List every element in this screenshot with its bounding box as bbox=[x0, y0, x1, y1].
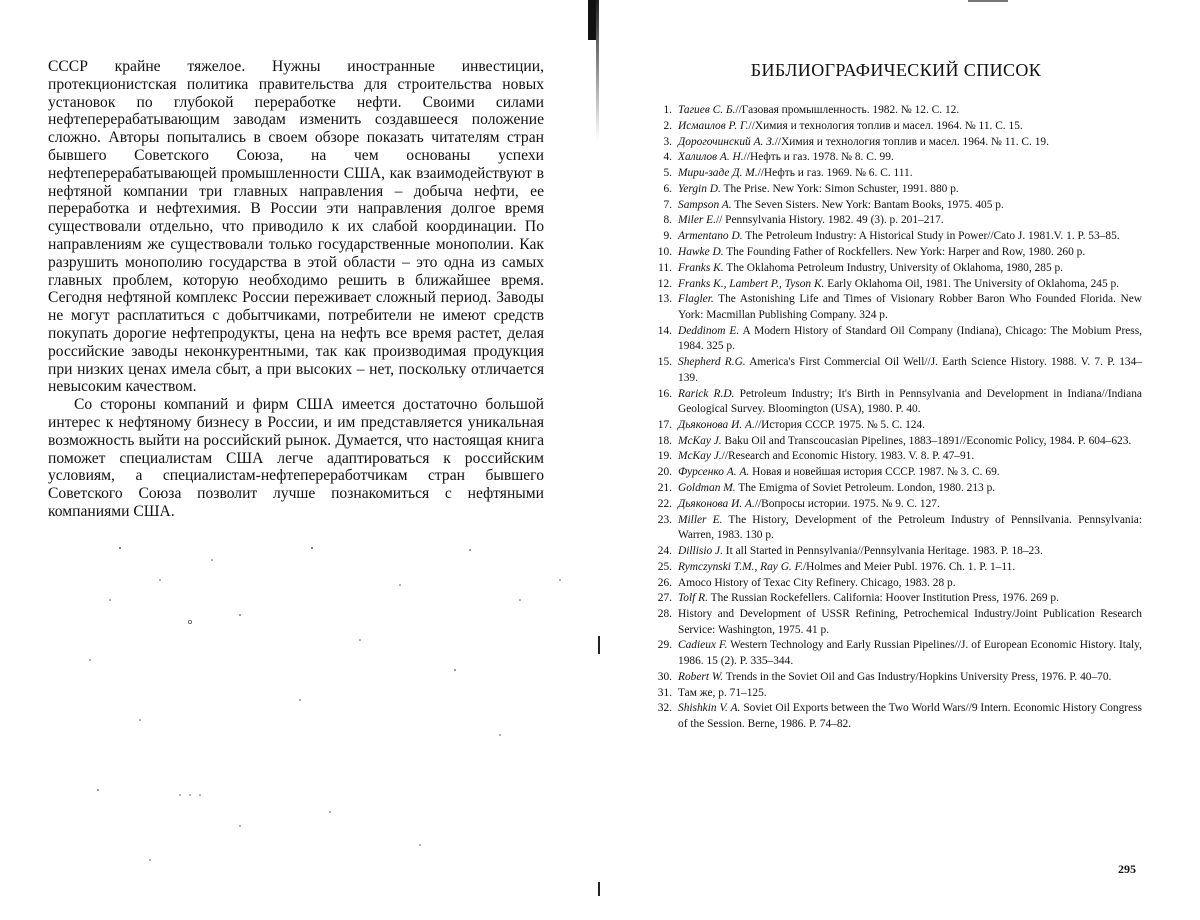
entry-author: Flagler. bbox=[678, 293, 714, 306]
bibliography-entry bbox=[650, 229, 1142, 245]
entry-number: 8. bbox=[663, 214, 672, 227]
entry-text: Baku Oil and Transcoucasian Pipelines, 1883–1891//Economic Policy, 1984. P. 604–623. bbox=[724, 434, 1132, 447]
top-edge-mark bbox=[968, 0, 1008, 2]
entry-author: Miller E. bbox=[678, 513, 723, 526]
right-page bbox=[650, 60, 1142, 733]
entry-author: Deddinom E. bbox=[678, 324, 740, 337]
entry-author: Мири-заде Д. М. bbox=[678, 167, 758, 180]
bibliography-entry bbox=[650, 213, 1142, 229]
entry-author: Исмаилов Р. Г. bbox=[678, 119, 749, 132]
entry-number: 18. bbox=[657, 434, 672, 447]
entry-text: History and Development of USSR Refining, Petrochemical Industry/Joint Publication Research Service: Washington, 1975. 41 p. bbox=[678, 608, 1142, 636]
entry-text: Trends in the Soviet Oil and Gas Industry/Hopkins University Press, 1976. P. 40–70. bbox=[725, 670, 1112, 683]
bibliography-entry bbox=[650, 560, 1142, 576]
entry-text: The Seven Sisters. New York: Bantam Books, 1975. 405 p. bbox=[734, 198, 1004, 211]
entry-text: Новая и новейшая история СССР. 1987. № 3. С. 69. bbox=[752, 466, 1000, 479]
entry-author: Cadieux F. bbox=[678, 639, 728, 652]
entry-number: 2. bbox=[663, 119, 672, 132]
entry-author: Dillisio J. bbox=[678, 544, 723, 557]
entry-text: //История СССР. 1975. № 5. С. 124. bbox=[754, 418, 926, 431]
bibliography-entry bbox=[650, 292, 1142, 323]
entry-author: Tolf R. bbox=[678, 592, 708, 605]
entry-number: 28. bbox=[657, 608, 672, 621]
entry-author: Miler E. bbox=[678, 214, 716, 227]
entry-text: The Founding Father of Rockfellers. New York: Harper and Row, 1980. 260 p. bbox=[726, 246, 1086, 259]
entry-author: Hawke D. bbox=[678, 246, 724, 259]
entry-text: Там же, р. 71–125. bbox=[678, 686, 767, 699]
binding-edge bbox=[596, 0, 599, 140]
entry-author: Goldman M. bbox=[678, 482, 736, 494]
entry-author: Franks K., Lambert P., Tyson K. bbox=[678, 277, 825, 290]
entry-number: 19. bbox=[657, 450, 672, 463]
entry-number: 20. bbox=[657, 466, 672, 479]
entry-author: Дьяконова И. А. bbox=[678, 418, 755, 431]
entry-text: //Нефть и газ. 1969. № 6. С. 111. bbox=[757, 167, 913, 180]
entry-number: 13. bbox=[657, 293, 672, 306]
left-paragraph-2: Со стороны компаний и фирм США имеется достаточно большой интерес к нефтяному бизнесу в России, и им представляется уникальная возможность выйти на российский рынок. Думается, что настоящая книга поможет специалистам США легче адаптироваться к российским условиям, а специалистам-нефтепереработчикам стран бывшего Советского Союза позволит лучше познакомиться с нефтяными компаниями США. bbox=[48, 396, 544, 520]
entry-number: 24. bbox=[657, 544, 672, 557]
entry-author: Shishkin V. A. bbox=[678, 702, 741, 715]
entry-text: //Research and Economic History. 1983. V. 8. P. 47–91. bbox=[721, 450, 975, 463]
entry-text: A Modern History of Standard Oil Company (Indiana), Chicago: The Mobium Press, 1984. 325 p. bbox=[678, 324, 1143, 353]
entry-text: Petroleum Industry; It's Birth in Pennsylvania and Development in Indiana//Indiana Geological Survey. Bloomington (USA), 1980. P. 40. bbox=[678, 387, 1142, 416]
entry-number: 12. bbox=[657, 277, 672, 290]
entry-text: //Газовая промышленность. 1982. № 12. С. 12. bbox=[735, 104, 960, 116]
bibliography-entry bbox=[650, 591, 1142, 607]
bibliography-entry bbox=[650, 277, 1142, 293]
entry-number: 14. bbox=[657, 324, 672, 337]
entry-number: 29. bbox=[657, 639, 672, 652]
entry-author: Тагиев С. Б. bbox=[678, 104, 736, 116]
entry-text: The History, Development of the Petroleum Industry of Pennsilvania. Pennsylvania: Warren, 1983. 130 p. bbox=[678, 513, 1142, 542]
entry-number: 26. bbox=[657, 576, 672, 589]
gutter-mark bbox=[598, 882, 600, 896]
entry-number: 30. bbox=[657, 670, 672, 683]
left-paragraph-1: СССР крайне тяжелое. Нужны иностранные инвестиции, протекционистская политика правительства для строительства новых установок по глубокой переработке нефти. Своими силами нефтеперерабатывающим заводам изменить создавшееся положение сложно. Авторы попытались в своем обзоре показать читателям стран бывшего Советского Союза, на чем основаны успехи нефтеперерабатывающей промышленности США, как взаимодействуют в нефтяной компании три главных направления – добыча нефти, ее переработка и нефтехимия. В России эти направления долгое время существовали отдельно, что приводило к их слабой координации. По направлениям же существовали только государственные монополии. Как разрушить монополию государства в этой области – это одна из самых главных проблем, которую необходимо решить в ближайшее время. Сегодня нефтяной комплекс России переживает сложный период. Заводы не могут расплатиться с добытчиками, потребители не имеют средств покупать дорогие нефтепродукты, цена на нефть все время растет, делая российские заводы неконкурентными, так как производимая продукция при низких ценах имела сбыт, а при высоких – нет, поскольку отличается невысоким качеством. bbox=[48, 58, 544, 396]
entry-author: Фурсенко А. А. bbox=[678, 466, 750, 479]
bibliography-entry bbox=[650, 261, 1142, 277]
bibliography-entry bbox=[650, 150, 1142, 166]
entry-author: Дьяконова И. А. bbox=[678, 497, 755, 510]
entry-author: McKay J. bbox=[678, 434, 722, 447]
entry-text: America's First Commercial Oil Well//J. Earth Science History. 1988. V. 7. P. 134–139. bbox=[678, 356, 1142, 384]
page-number: 295 bbox=[1118, 862, 1136, 876]
entry-text: // Pennsylvania History. 1982. 49 (3). p. 201–217. bbox=[715, 214, 944, 227]
entry-number: 5. bbox=[663, 167, 672, 180]
entry-text: //Вопросы истории. 1975. № 9. С. 127. bbox=[754, 497, 940, 510]
entry-number: 9. bbox=[663, 230, 672, 243]
entry-number: 16. bbox=[657, 387, 672, 400]
bibliography-entry bbox=[650, 103, 1142, 119]
bibliography-entry bbox=[650, 670, 1142, 686]
entry-text: Amoco History of Texac City Refinery. Chicago, 1983. 28 p. bbox=[678, 576, 956, 589]
bibliography-entry bbox=[650, 449, 1142, 465]
entry-number: 21. bbox=[657, 482, 672, 494]
bibliography-entry bbox=[650, 119, 1142, 135]
entry-number: 31. bbox=[657, 686, 672, 699]
entry-number: 32. bbox=[657, 702, 672, 715]
entry-text: The Oklahoma Petroleum Industry, University of Oklahoma, 1980, 285 p. bbox=[726, 261, 1064, 274]
entry-number: 22. bbox=[657, 497, 672, 510]
entry-text: The Russian Rockefellers. California: Hoover Institution Press, 1976. 269 p. bbox=[710, 592, 1059, 605]
entry-text: It all Started in Pennsylvania//Pennsylvania Heritage. 1983. P. 18–23. bbox=[725, 544, 1043, 557]
bibliography-entry bbox=[650, 513, 1142, 544]
bibliography-entry bbox=[650, 638, 1142, 669]
entry-author: Armentano D. bbox=[678, 230, 743, 243]
entry-number: 6. bbox=[663, 182, 672, 195]
entry-author: Yergin D. bbox=[678, 182, 721, 195]
bibliography-entry bbox=[650, 686, 1142, 702]
entry-text: //Химия и технология топлив и масел. 1964. № 11. С. 15. bbox=[748, 119, 1023, 132]
entry-number: 23. bbox=[657, 513, 672, 526]
bibliography-entry bbox=[650, 182, 1142, 198]
entry-number: 15. bbox=[657, 356, 672, 369]
bibliography-entry bbox=[650, 324, 1142, 355]
bibliography-list bbox=[650, 103, 1142, 733]
entry-number: 7. bbox=[663, 198, 672, 211]
bibliography-entry bbox=[650, 245, 1142, 261]
entry-text: The Petroleum Industry: A Historical Study in Power//Cato J. 1981.V. 1. P. 53–85. bbox=[745, 230, 1120, 243]
entry-number: 25. bbox=[657, 560, 672, 573]
bibliography-entry bbox=[650, 198, 1142, 214]
binding-shadow bbox=[588, 0, 596, 40]
entry-author: Халилов А. Н. bbox=[678, 151, 744, 164]
bibliography-entry bbox=[650, 434, 1142, 450]
entry-text: //Химия и технология топлив и масел. 1964. № 11. С. 19. bbox=[774, 135, 1049, 148]
entry-text: //Нефть и газ. 1978. № 8. С. 99. bbox=[743, 151, 894, 164]
bibliography-entry bbox=[650, 576, 1142, 592]
entry-text: The Astonishing Life and Times of Visionary Robber Baron Who Founded Florida. New York: Macmillan Publishing Company. 324 p. bbox=[678, 293, 1142, 321]
bibliography-title: БИБЛИОГРАФИЧЕСКИЙ СПИСОК bbox=[750, 60, 1042, 80]
bibliography-entry bbox=[650, 701, 1142, 732]
entry-text: /Holmes and Meier Publ. 1976. Ch. 1. P. 1–11. bbox=[802, 560, 1016, 573]
bibliography-entry bbox=[650, 544, 1142, 560]
bibliography-entry bbox=[650, 418, 1142, 434]
entry-text: Soviet Oil Exports between the Two World Wars//9 Intern. Economic History Congress of the Session. Berne, 1986. P. 74–82. bbox=[678, 702, 1142, 730]
left-page-text bbox=[48, 58, 544, 521]
entry-author: Rarick R.D. bbox=[678, 387, 735, 400]
bibliography-entry bbox=[650, 355, 1142, 386]
entry-number: 4. bbox=[663, 151, 672, 164]
entry-number: 11. bbox=[658, 261, 672, 274]
entry-text: Western Technology and Early Russian Pipelines//J. of European Economic History. Italy, 1986. 15 (2). P. 335–344. bbox=[678, 639, 1142, 668]
entry-number: 17. bbox=[657, 418, 672, 431]
entry-author: Shepherd R.G. bbox=[678, 356, 746, 369]
bibliography-entry bbox=[650, 607, 1142, 638]
entry-text: Early Oklahoma Oil, 1981. The University of Oklahoma, 245 p. bbox=[827, 277, 1120, 290]
entry-author: McKay J. bbox=[678, 450, 722, 463]
entry-author: Franks K. bbox=[678, 261, 724, 274]
entry-author: Robert W. bbox=[678, 670, 724, 683]
entry-author: Rymczynski T.M., Ray G. F. bbox=[678, 560, 803, 573]
bibliography-entry bbox=[650, 465, 1142, 481]
entry-text: The Prise. New York: Simon Schuster, 1991. 880 p. bbox=[723, 182, 959, 195]
bibliography-entry bbox=[650, 481, 1142, 497]
entry-number: 1. bbox=[663, 104, 672, 116]
entry-author: Дорогочинский А. З. bbox=[678, 135, 775, 148]
entry-number: 10. bbox=[657, 246, 672, 259]
bibliography-entry bbox=[650, 166, 1142, 182]
bibliography-entry bbox=[650, 135, 1142, 151]
entry-text: The Emigma of Soviet Petroleum. London, 1980. 213 p. bbox=[738, 482, 996, 494]
entry-number: 27. bbox=[657, 592, 672, 605]
entry-author: Sampson A. bbox=[678, 198, 732, 211]
entry-number: 3. bbox=[663, 135, 672, 148]
gutter-mark bbox=[598, 636, 600, 654]
bibliography-entry bbox=[650, 497, 1142, 513]
bibliography-entry bbox=[650, 387, 1142, 418]
